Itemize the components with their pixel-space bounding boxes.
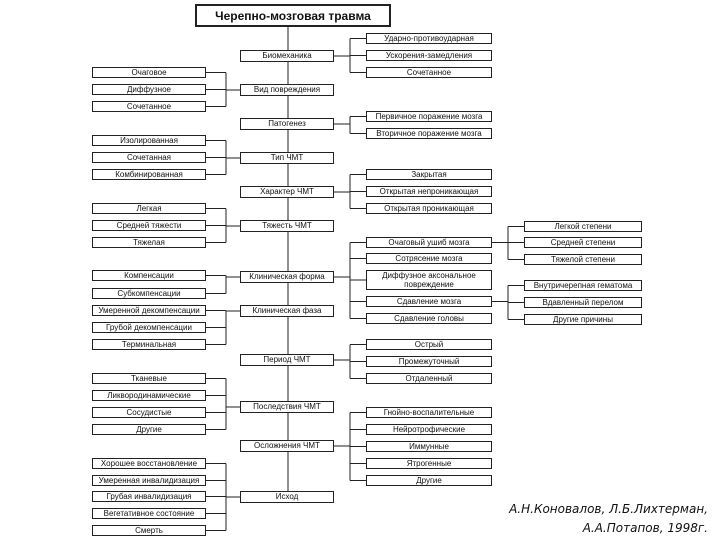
right-item: Сотрясение мозга [366,253,492,264]
left-item: Диффузное [92,84,206,95]
left-item: Вегетативное состояние [92,508,206,519]
right-item: Очаговый ушиб мозга [366,237,492,248]
left-item: Сочетанное [92,101,206,112]
category-pathogenesis: Патогенез [240,118,334,130]
left-item: Грубая инвалидизация [92,491,206,502]
right-item: Вторичное поражение мозга [366,128,492,139]
far-right-item: Внутричерепная гематома [524,280,642,291]
right-item: Острый [366,339,492,350]
left-item: Смерть [92,525,206,536]
category-clinical-phase: Клиническая фаза [240,305,334,317]
credit-line-1: А.Н.Коновалов, Л.Б.Лихтерман, [509,502,708,516]
left-item: Компенсации [92,270,206,281]
left-item: Терминальная [92,339,206,350]
credit-line-2: А.А.Потапов, 1998г. [582,521,708,535]
right-item: Ускорения-замедления [366,50,492,61]
category-biomechanics: Биомеханика [240,50,334,62]
right-item: Сдавление мозга [366,296,492,307]
right-item: Отдаленный [366,373,492,384]
right-item: Открытая проникающая [366,203,492,214]
right-item: Сочетанное [366,67,492,78]
right-item: Нейротрофические [366,424,492,435]
right-item: Другие [366,475,492,486]
right-item: Диффузное аксональное повреждение [366,270,492,290]
category-tbi-severity: Тяжесть ЧМТ [240,220,334,232]
category-outcome: Исход [240,491,334,503]
right-item: Ударно-противоударная [366,33,492,44]
diagram-title: Черепно-мозговая травма [195,4,391,27]
right-item: Промежуточный [366,356,492,367]
left-item: Сосудистые [92,407,206,418]
left-item: Другие [92,424,206,435]
far-right-item: Вдавленный перелом [524,297,642,308]
left-item: Тяжелая [92,237,206,248]
category-tbi-period: Период ЧМТ [240,354,334,366]
left-item: Комбинированная [92,169,206,180]
right-item: Первичное поражение мозга [366,111,492,122]
category-clinical-form: Клиническая форма [240,271,334,283]
left-item: Легкая [92,203,206,214]
far-right-item: Тяжелой степени [524,254,642,265]
category-tbi-character: Характер ЧМТ [240,186,334,198]
left-item: Субкомпенсации [92,288,206,299]
left-item: Ликвородинамические [92,390,206,401]
right-item: Открытая непроникающая [366,186,492,197]
left-item: Грубой декомпенсации [92,322,206,333]
credit-authors [509,500,708,538]
right-item: Иммунные [366,441,492,452]
category-tbi-complications: Осложнения ЧМТ [240,440,334,452]
right-item: Закрытая [366,169,492,180]
category-injury-type: Вид повреждения [240,84,334,96]
left-item: Средней тяжести [92,220,206,231]
left-item: Изолированная [92,135,206,146]
far-right-item: Легкой степени [524,221,642,232]
left-item: Умеренной декомпенсации [92,305,206,316]
far-right-item: Средней степени [524,237,642,248]
left-item: Сочетанная [92,152,206,163]
left-item: Умеренная инвалидизация [92,475,206,486]
left-item: Очаговое [92,67,206,78]
right-item: Ятрогенные [366,458,492,469]
far-right-item: Другие причины [524,314,642,325]
category-tbi-consequences: Последствия ЧМТ [240,401,334,413]
right-item: Гнойно-воспалительные [366,407,492,418]
left-item: Хорошее восстановление [92,458,206,469]
left-item: Тканевые [92,373,206,384]
category-tbi-type: Тип ЧМТ [240,152,334,164]
right-item: Сдавление головы [366,313,492,324]
